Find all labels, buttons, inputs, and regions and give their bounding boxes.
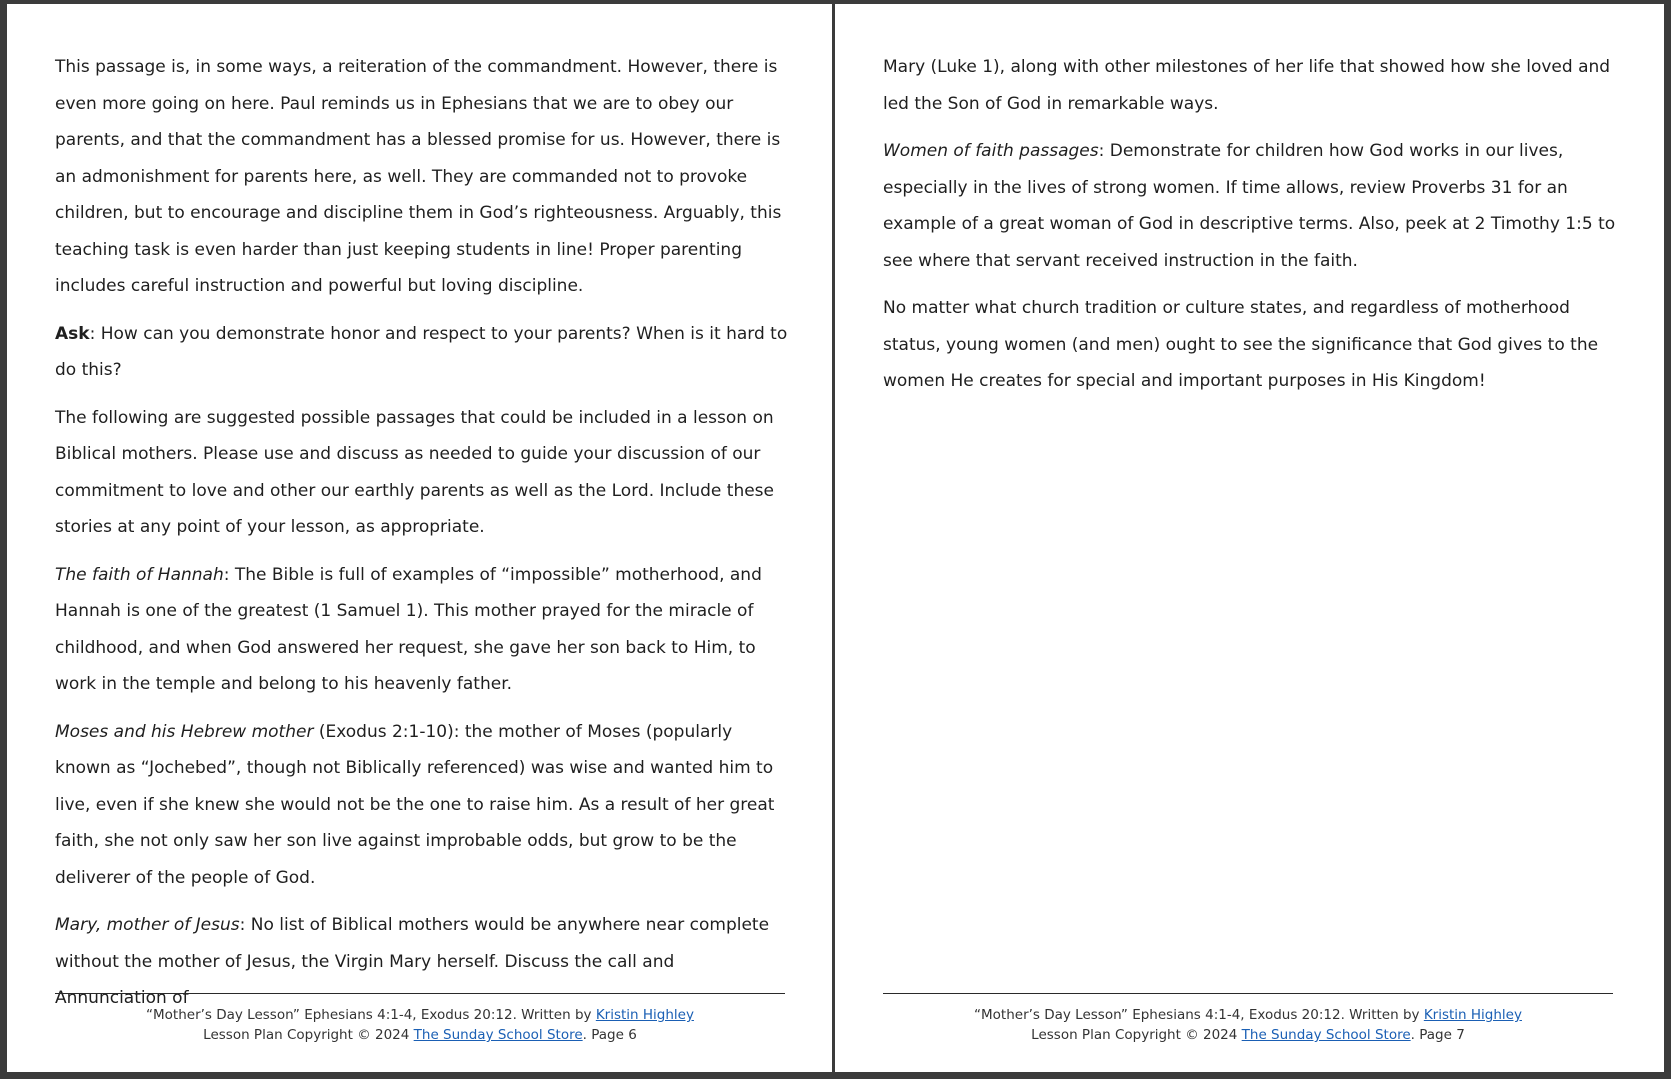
document-page-7: [835, 4, 1664, 1072]
footer-divider: [55, 993, 785, 994]
paragraph-text: : Demonstrate for children how God works in our lives, especially in the lives of strong women. If time allows, review Proverbs 31 for an example of a great woman of God in descriptive terms. Also, peek at 2 Timothy 1:5 to see where that servant received instruction in the faith.: [883, 141, 1616, 271]
paragraph-moses: [55, 714, 790, 897]
paragraph-text: The following are suggested possible passages that could be included in a lesson on Biblical mothers. Please use and discuss as needed to guide your discussion of our commitment to love and other our earthly parents as well as the Lord. Include these stories at any point of your lesson, as appropriate.: [55, 407, 774, 537]
footer-line-1: “Mother’s Day Lesson” Ephesians 4:1-4, Exodus 20:12. Written by Kristin Highley: [974, 1007, 1522, 1023]
ask-label: Ask: [55, 323, 90, 344]
paragraph-mary: [55, 907, 790, 1017]
paragraph: [883, 49, 1618, 122]
author-link[interactable]: Kristin Highley: [1423, 1007, 1522, 1023]
page-footer: [55, 1005, 785, 1045]
page-footer: [883, 1005, 1613, 1045]
paragraph-ask: [55, 316, 790, 389]
passage-title: Moses and his Hebrew mother: [55, 721, 314, 742]
paragraph-text: Mary (Luke 1), along with other milestones of her life that showed how she loved and led the Son of God in remarkable ways.: [883, 57, 1611, 114]
footer-line-2: Lesson Plan Copyright © 2024 The Sunday School Store. Page 6: [203, 1027, 637, 1043]
paragraph-text: : How can you demonstrate honor and respect to your parents? When is it hard to do this?: [55, 323, 788, 380]
paragraph-text: : The Bible is full of examples of “impossible” motherhood, and Hannah is one of the greatest (1 Samuel 1). This mother prayed for the miracle of childhood, and when God answered her request, she gave her son back to Him, to work in the temple and belong to his heavenly father.: [55, 564, 762, 694]
paragraph-women-of-faith: [883, 133, 1618, 279]
footer-line-1: “Mother’s Day Lesson” Ephesians 4:1-4, Exodus 20:12. Written by Kristin Highley: [146, 1007, 694, 1023]
store-link[interactable]: The Sunday School Store: [1241, 1027, 1411, 1043]
document-page-6: [7, 4, 832, 1072]
paragraph: [55, 49, 790, 305]
paragraph-text: This passage is, in some ways, a reiteration of the commandment. However, there is even more going on here. Paul reminds us in Ephesians that we are to obey our parents, and that the commandment has a blessed promise for us. However, there is an admonishment for parents here, as well. They are commanded not to provoke children, but to encourage and discipline them in God’s righteousness. Arguably, this teaching task is even harder than just keeping students in line! Proper parenting includes careful instruction and powerful but loving discipline.: [55, 57, 782, 296]
footer-divider: [883, 993, 1613, 994]
passage-title: The faith of Hannah: [55, 564, 224, 585]
passage-title: Mary, mother of Jesus: [55, 915, 240, 935]
paragraph-text: : No list of Biblical mothers would be anywhere near complete without the mother of Jesus, the Virgin Mary herself. Discuss the call and Annunciation of: [55, 915, 770, 1008]
page-body: [55, 49, 790, 1028]
page-number: . Page 7: [1410, 1027, 1465, 1043]
paragraph-hannah: [55, 557, 790, 703]
page-number: . Page 6: [582, 1027, 637, 1043]
paragraph-text: No matter what church tradition or culture states, and regardless of motherhood status, young women (and men) ought to see the significance that God gives to the women He creates for special and important purposes in His Kingdom!: [883, 298, 1599, 391]
paragraph-text: (Exodus 2:1-10): the mother of Moses (popularly known as “Jochebed”, though not Biblically referenced) was wise and wanted him to live, even if she knew she would not be the one to raise him. As a result of her great faith, she not only saw her son live against improbable odds, but grow to be the deliverer of the people of God.: [55, 721, 775, 888]
author-link[interactable]: Kristin Highley: [595, 1007, 694, 1023]
footer-line-2: Lesson Plan Copyright © 2024 The Sunday School Store. Page 7: [1031, 1027, 1465, 1043]
store-link[interactable]: The Sunday School Store: [413, 1027, 583, 1043]
passage-title: Women of faith passages: [883, 141, 1099, 161]
page-body: [883, 49, 1618, 411]
paragraph: [883, 290, 1618, 400]
paragraph: [55, 400, 790, 546]
